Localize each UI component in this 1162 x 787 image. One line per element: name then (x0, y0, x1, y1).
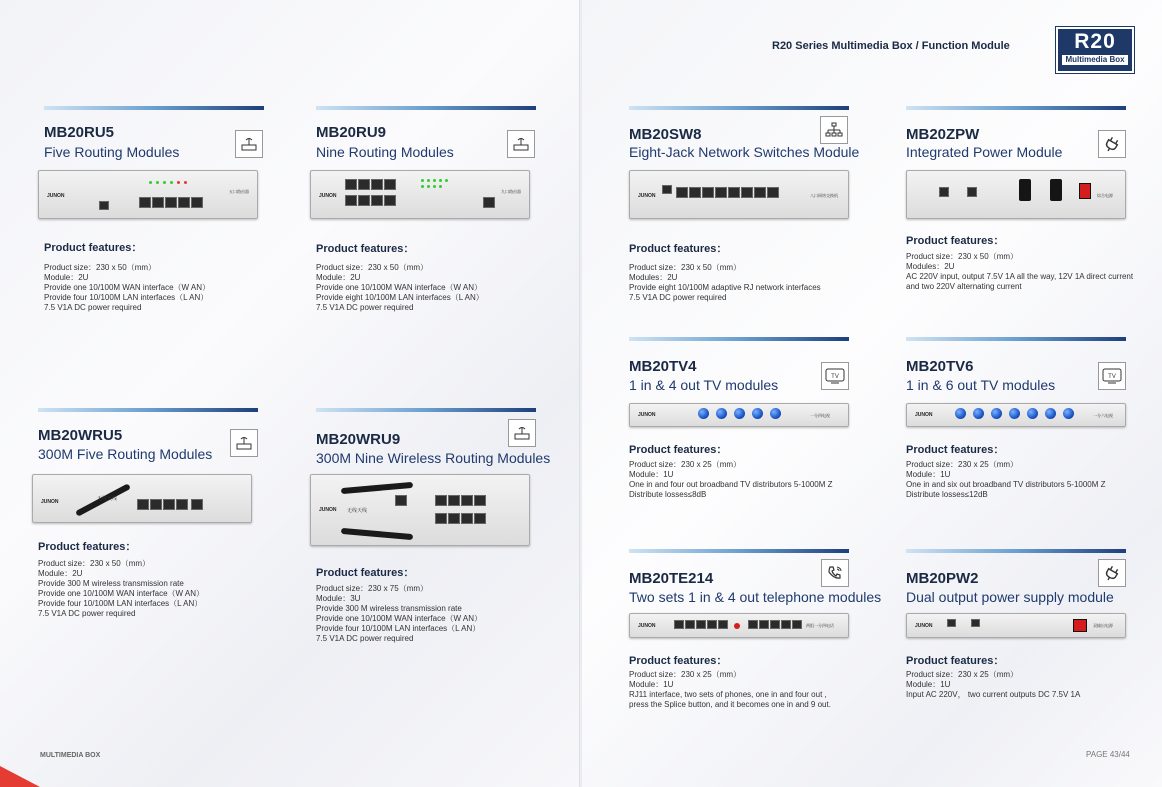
product-name: 1 in & 4 out TV modules (629, 377, 779, 393)
features-heading: Product features： (316, 243, 415, 255)
power-plug-icon (1098, 130, 1126, 158)
spec-line: Module：3U (316, 594, 361, 603)
product-card-mb20te214 (629, 549, 882, 709)
features-heading: Product features： (629, 655, 728, 667)
card-accent-bar (44, 106, 264, 110)
footer-label: MULTIMEDIA BOX (40, 752, 101, 759)
spec-line: Product size：230 x 50（mm） (316, 263, 429, 272)
product-name: Nine Routing Modules (316, 144, 454, 160)
spec-list (316, 584, 556, 644)
spec-line: press the Splice button, and it becomes one in and 9 out. (629, 700, 831, 709)
spec-line: Module：1U (629, 470, 674, 479)
card-accent-bar (38, 408, 258, 412)
spec-line: Provide eight 10/100M LAN interfaces（L AN） (316, 293, 484, 302)
device-label: 五口路由器 (229, 189, 249, 194)
spec-line: One in and four out broadband TV distributors 5-1000M Z (629, 480, 833, 489)
card-accent-bar (629, 549, 849, 553)
r20-logo (1056, 27, 1134, 73)
device-label: 无线天线 (97, 496, 118, 502)
device-label: 九口路由器 (501, 189, 521, 194)
device-brand: JUNON (319, 507, 337, 513)
spec-line: Product size：230 x 50（mm） (629, 263, 742, 272)
spec-list (906, 460, 1146, 500)
tv-icon (1098, 362, 1126, 390)
features-heading: Product features： (629, 243, 728, 255)
features-heading: Product features： (906, 444, 1005, 456)
logo-main: R20 (1074, 30, 1116, 53)
spec-list (316, 263, 556, 313)
spec-list (906, 670, 1146, 700)
product-model: MB20TV4 (629, 358, 697, 375)
product-card-mb20tv4 (629, 337, 869, 499)
spec-line: Distribute losses≤8dB (629, 490, 707, 499)
spec-line: Product size：230 x 25（mm） (906, 460, 1019, 469)
product-name: Two sets 1 in & 4 out telephone modules (629, 589, 882, 605)
device-brand: JUNON (638, 193, 656, 199)
device-label: 无线天线 (347, 508, 368, 514)
product-model: MB20PW2 (906, 570, 979, 587)
device-brand: JUNON (915, 623, 933, 629)
spec-list (629, 670, 869, 710)
spec-line: 7.5 V1A DC power required (44, 303, 142, 312)
spec-line: Module：1U (629, 680, 674, 689)
spec-line: Provide one 10/100M WAN interface（W AN） (316, 283, 482, 292)
product-model: MB20TV6 (906, 358, 974, 375)
device-photo (629, 170, 849, 219)
device-photo (906, 170, 1126, 219)
device-photo (629, 403, 849, 427)
spec-line: Product size：230 x 25（mm） (629, 460, 742, 469)
svg-text:TV: TV (831, 374, 839, 380)
spec-line: Distribute losses≤12dB (906, 490, 988, 499)
spec-line: 7.5 V1A DC power required (316, 303, 414, 312)
spec-line: Provide eight 10/100M adaptive RJ network interfaces (629, 283, 821, 292)
page-number: PAGE 43/44 (1086, 750, 1130, 759)
device-photo (906, 403, 1126, 427)
svg-text:TV: TV (1108, 374, 1116, 380)
device-label: 两组一分四电话 (806, 623, 834, 628)
device-brand: JUNON (47, 193, 65, 199)
card-accent-bar (316, 408, 536, 412)
router-icon (507, 130, 535, 158)
spec-line: Provide one 10/100M WAN interface（W AN） (44, 283, 210, 292)
spec-list (629, 460, 869, 500)
device-brand: JUNON (638, 623, 656, 629)
spec-line: Module：1U (906, 470, 951, 479)
card-accent-bar (629, 337, 849, 341)
device-label: 一分四电视 (810, 413, 830, 418)
card-accent-bar (629, 106, 849, 110)
device-photo (906, 613, 1126, 638)
device-label: 双输出电源 (1093, 623, 1113, 628)
series-header (772, 40, 1010, 52)
device-label: 综合电源 (1097, 193, 1113, 198)
product-model: MB20SW8 (629, 126, 702, 143)
device-brand: JUNON (41, 499, 59, 505)
spec-line: Module：1U (906, 680, 951, 689)
device-photo (629, 613, 849, 638)
spec-line: One in and six out broadband TV distributors 5-1000M Z (906, 480, 1106, 489)
spec-list (906, 252, 1146, 292)
product-name: 1 in & 6 out TV modules (906, 377, 1056, 393)
header-separator: / (915, 40, 919, 52)
spec-line: RJ11 interface, two sets of phones, one in and four out , (629, 690, 827, 699)
card-accent-bar (316, 106, 536, 110)
device-brand: JUNON (915, 412, 933, 418)
device-brand: JUNON (319, 193, 337, 199)
spec-line: Product size：230 x 50（mm） (906, 252, 1019, 261)
product-card-mb20ru5 (44, 106, 284, 312)
spec-line: Provide 300 M wireless transmission rate (316, 604, 462, 613)
spec-line: Input AC 220V， two current outputs DC 7.5V 1A (906, 690, 1081, 699)
spec-list (44, 263, 284, 313)
spec-line: Module：2U (44, 273, 89, 282)
product-card-mb20tv6 (906, 337, 1146, 499)
features-heading: Product features： (906, 655, 1005, 667)
spec-line: Provide four 10/100M LAN interfaces（L AN） (38, 599, 203, 608)
features-heading: Product features： (316, 567, 415, 579)
device-brand: JUNON (638, 412, 656, 418)
product-model: MB20RU9 (316, 124, 387, 141)
power-plug-icon (1098, 559, 1126, 587)
product-model: MB20RU5 (44, 124, 115, 141)
spec-line: Provide one 10/100M WAN interface（W AN） (38, 589, 204, 598)
product-name: Dual output power supply module (906, 589, 1114, 605)
device-photo (310, 474, 530, 546)
device-label: 八口网络交换机 (810, 193, 838, 198)
product-name: Integrated Power Module (906, 144, 1063, 160)
device-photo (310, 170, 530, 219)
section-title: Function Module (921, 40, 1010, 52)
spec-line: Product size：230 x 50（mm） (44, 263, 157, 272)
spec-line: Product size：230 x 50（mm） (38, 559, 151, 568)
product-name: Eight-Jack Network Switches Module (629, 144, 860, 160)
product-model: MB20ZPW (906, 126, 980, 143)
product-card-mb20zpw (906, 106, 1146, 291)
router-icon (508, 419, 536, 447)
product-model: MB20TE214 (629, 570, 714, 587)
product-card-mb20wru9 (316, 408, 556, 643)
spec-line: 7.5 V1A DC power required (629, 293, 727, 302)
spec-line: Module：2U (38, 569, 83, 578)
device-photo (32, 474, 252, 523)
device-photo (38, 170, 258, 219)
card-accent-bar (906, 549, 1126, 553)
corner-accent (0, 766, 40, 787)
logo-sub: Multimedia Box (1062, 55, 1128, 65)
spec-line: Module：2U (316, 273, 361, 282)
spec-line: 7.5 V1A DC power required (38, 609, 136, 618)
network-switch-icon (820, 116, 848, 144)
telephone-icon (821, 559, 849, 587)
product-model: MB20WRU9 (316, 431, 401, 448)
device-label: 一分六电视 (1093, 413, 1113, 418)
product-card-mb20ru9 (316, 106, 556, 312)
card-accent-bar (906, 337, 1126, 341)
product-card-mb20pw2 (906, 549, 1146, 699)
product-name: 300M Nine Wireless Routing Modules (316, 450, 551, 466)
features-heading: Product features： (629, 444, 728, 456)
product-card-mb20wru5 (38, 408, 278, 618)
product-card-mb20sw8 (629, 106, 869, 302)
features-heading: Product features： (38, 541, 137, 553)
tv-icon (821, 362, 849, 390)
spec-line: 7.5 V1A DC power required (316, 634, 414, 643)
features-heading: Product features： (44, 242, 143, 254)
spec-line: Product size：230 x 75（mm） (316, 584, 429, 593)
spec-line: Provide four 10/100M LAN interfaces（L AN） (316, 624, 481, 633)
product-model: MB20WRU5 (38, 427, 123, 444)
card-accent-bar (906, 106, 1126, 110)
series-title: R20 Series Multimedia Box (772, 40, 913, 52)
spec-line: AC 220V input, output 7.5V 1A all the way, 12V 1A direct current and two 220V alternating current (906, 272, 1134, 291)
router-icon (235, 130, 263, 158)
right-page (582, 0, 1162, 787)
router-icon (230, 429, 258, 457)
spec-line: Modules：2U (629, 273, 678, 282)
spec-line: Provide four 10/100M LAN interfaces（L AN） (44, 293, 209, 302)
spec-line: Product size：230 x 25（mm） (629, 670, 742, 679)
spec-line: Provide 300 M wireless transmission rate (38, 579, 184, 588)
features-heading: Product features： (906, 235, 1005, 247)
product-name: Five Routing Modules (44, 144, 180, 160)
spec-line: Product size：230 x 25（mm） (906, 670, 1019, 679)
spec-list (38, 559, 278, 619)
product-name: 300M Five Routing Modules (38, 446, 213, 462)
spec-line: Modules：2U (906, 262, 955, 271)
spec-line: Provide one 10/100M WAN interface（W AN） (316, 614, 482, 623)
spec-list (629, 263, 869, 303)
